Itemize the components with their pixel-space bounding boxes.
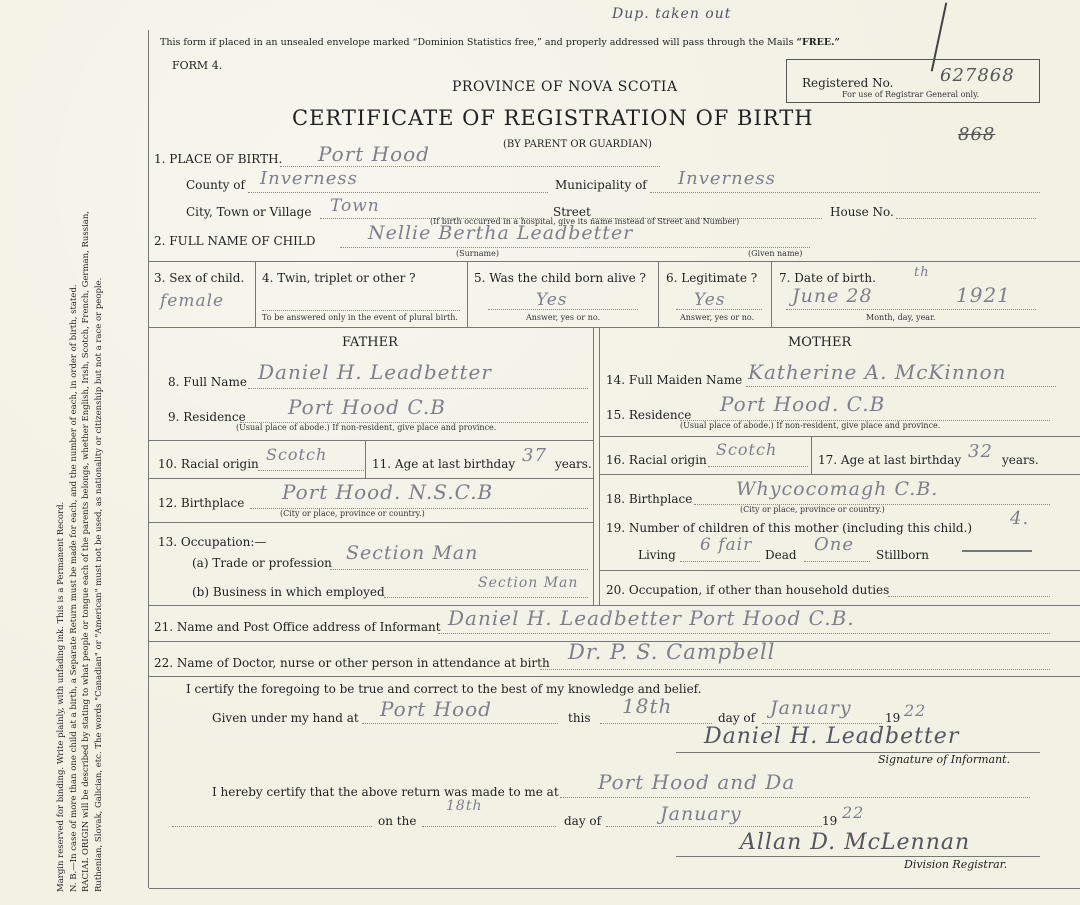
father-row-line3	[149, 522, 593, 523]
mother-living-value: 6 fair	[700, 535, 753, 555]
mother-age-value: 32	[968, 441, 993, 462]
registrar-on-value: 18th	[446, 798, 483, 814]
given-year-value: 22	[904, 701, 927, 720]
informant-signature: Daniel H. Leadbetter	[704, 724, 960, 749]
father-age-label: 11. Age at last birthday	[372, 457, 516, 471]
father-res-value: Port Hood C.B	[288, 395, 446, 419]
page-subtitle: (BY PARENT OR GUARDIAN)	[503, 139, 652, 150]
twin-line	[262, 310, 460, 311]
mother-occ-line	[888, 596, 1050, 597]
mother-children-label: 19. Number of children of this mother (including this child.)	[606, 521, 973, 535]
mother-name-line	[746, 386, 1056, 387]
father-bp-note: (City or place, province or country.)	[280, 509, 425, 518]
legit-label: 6. Legitimate ?	[666, 271, 758, 285]
mother-living-line	[680, 561, 760, 562]
bottom-border	[149, 888, 1080, 889]
registrar-signature-line	[676, 856, 1040, 857]
mother-racial-line	[708, 466, 808, 467]
father-res-note: (Usual place of abode.) If non-resident, give place and province.	[236, 423, 497, 432]
informant-signature-label: Signature of Informant.	[878, 753, 1011, 766]
mail-notice-free: “FREE.”	[796, 37, 840, 48]
informant-line	[438, 633, 1050, 634]
margin-line-2: N. B.—In case of more than one child at a birth, a Separate Return must be made for each, and the number of each, in order of birth, stated.	[68, 284, 79, 892]
father-bus-label: (b) Business in which employed	[192, 585, 385, 599]
house-line	[896, 218, 1036, 219]
this-line	[600, 723, 712, 724]
dob-line	[786, 309, 1036, 310]
father-years: years.	[555, 457, 592, 471]
mother-occ-label: 20. Occupation, if other than household duties	[606, 583, 890, 597]
registered-number: 627868	[940, 65, 1015, 86]
legit-value: Yes	[694, 290, 726, 310]
father-bp-value: Port Hood. N.S.C.B	[282, 480, 494, 504]
mother-row-line1	[600, 436, 1080, 437]
doctor-label: 22. Name of Doctor, nurse or other person in attendance at birth	[154, 656, 550, 670]
dob-th: th	[914, 265, 930, 280]
registrar-on-line	[422, 826, 556, 827]
county-line	[248, 192, 548, 193]
mother-living-label: Living	[638, 548, 676, 562]
registrar-dayof-label: day of	[564, 814, 602, 828]
father-racial-label: 10. Racial origin	[158, 457, 259, 471]
alive-value: Yes	[536, 290, 568, 310]
struck-number: 868	[958, 124, 996, 145]
father-bp-label: 12. Birthplace	[158, 496, 245, 510]
father-name-value: Daniel H. Leadbetter	[258, 360, 492, 384]
mother-res-note: (Usual place of abode.) If non-resident, give place and province.	[680, 421, 941, 430]
registered-label: Registered No.	[802, 76, 894, 90]
given-value: Port Hood	[380, 697, 492, 721]
alive-line	[488, 309, 638, 310]
mother-row-line2	[600, 474, 1080, 475]
mother-racial-label: 16. Racial origin	[606, 453, 707, 467]
mother-dead-line	[804, 561, 870, 562]
margin-line-1: Margin reserved for binding. Write plainly, with unfading ink. This is a Permanent Record.	[56, 501, 66, 892]
registrar-use-note: For use of Registrar General only.	[842, 90, 980, 99]
mother-res-value: Port Hood. C.B	[720, 392, 886, 416]
father-res-label: 9. Residence	[168, 410, 246, 424]
mail-notice	[160, 37, 840, 48]
mother-years: years.	[1002, 453, 1039, 467]
registrar-text: I hereby certify that the above return was made to me at	[212, 785, 559, 799]
legit-note: Answer, yes or no.	[680, 313, 755, 322]
father-heading: FATHER	[342, 335, 398, 350]
place-line	[280, 166, 660, 167]
doctor-bottom	[149, 676, 1080, 677]
father-occ-label: 13. Occupation:—	[158, 535, 267, 549]
given-name-note: (Given name)	[748, 249, 803, 258]
mother-name-value: Katherine A. McKinnon	[748, 360, 1007, 384]
twin-note: To be answered only in the event of plural birth.	[262, 313, 458, 322]
margin-line-3: RACIAL ORIGIN will be described by stating to what people or tongue each of the parents belongs, whether English, Irish, Scotch, French, German, Russian,	[81, 210, 91, 892]
given-year-prefix: 19	[885, 711, 901, 725]
father-racial-line	[258, 470, 364, 471]
place-label: 1. PLACE OF BIRTH.	[154, 152, 283, 166]
child-name-line	[340, 247, 810, 248]
city-label: City, Town or Village	[186, 205, 312, 219]
given-dayof-label: day of	[718, 711, 756, 725]
dob-value: June 28	[792, 285, 873, 307]
father-trade-line	[330, 569, 588, 570]
child-name-label: 2. FULL NAME OF CHILD	[154, 234, 316, 248]
place-value: Port Hood	[318, 142, 430, 166]
city-value: Town	[330, 196, 380, 216]
informant-label: 21. Name and Post Office address of Informant	[154, 620, 441, 634]
dob-label: 7. Date of birth.	[779, 271, 876, 285]
mother-racial-value: Scotch	[716, 440, 778, 459]
row3-div2	[467, 261, 468, 327]
mother-stillborn-label: Stillborn	[876, 548, 929, 562]
registrar-lead-line	[172, 826, 372, 827]
registrar-place-line	[560, 797, 1030, 798]
mother-bp-value: Whycocomagh C.B.	[736, 478, 939, 500]
mother-age-label: 17. Age at last birthday	[818, 453, 962, 467]
registrar-signature: Allan D. McLennan	[740, 830, 971, 855]
sex-value: female	[160, 291, 225, 311]
certify-text: I certify the foregoing to be true and correct to the best of my knowledge and belief.	[186, 682, 702, 696]
left-border	[148, 30, 149, 888]
father-bus-line	[384, 597, 588, 598]
given-line	[362, 723, 558, 724]
form-number: FORM 4.	[172, 59, 223, 72]
doctor-value: Dr. P. S. Campbell	[568, 640, 776, 664]
father-trade-value: Section Man	[346, 542, 479, 564]
hospital-note: (If birth occurred in a hospital, give its name instead of Street and Number)	[430, 217, 740, 226]
father-age-divider	[365, 440, 366, 478]
mother-dead-label: Dead	[765, 548, 797, 562]
informant-value: Daniel H. Leadbetter Port Hood C.B.	[448, 606, 855, 630]
mother-bp-label: 18. Birthplace	[606, 492, 693, 506]
mother-dead-value: One	[814, 534, 855, 555]
father-age-value: 37	[522, 445, 547, 466]
father-name-label: 8. Full Name	[168, 375, 247, 389]
dup-annotation: Dup. taken out	[612, 6, 732, 22]
county-value: Inverness	[260, 168, 358, 189]
registrar-dayof-value: January	[660, 803, 742, 825]
father-racial-value: Scotch	[266, 445, 328, 464]
parent-divider-2	[599, 327, 600, 605]
municipality-line	[650, 192, 1040, 193]
father-trade-label: (a) Trade or profession	[192, 556, 332, 570]
twin-label: 4. Twin, triplet or other ?	[262, 271, 416, 285]
row3-div4	[771, 261, 772, 327]
father-name-line	[248, 388, 588, 389]
sex-label: 3. Sex of child.	[154, 271, 245, 285]
margin-instructions	[55, 34, 115, 892]
municipality-label: Municipality of	[555, 178, 647, 192]
father-row-line2	[149, 478, 593, 479]
county-label: County of	[186, 178, 245, 192]
mother-children-value: 4.	[1010, 508, 1030, 529]
row3-bottom	[149, 327, 1080, 328]
given-label: Given under my hand at	[212, 711, 359, 725]
row3-top	[149, 261, 1080, 262]
registrar-signature-label: Division Registrar.	[904, 858, 1008, 871]
dob-note: Month, day, year.	[866, 313, 936, 322]
doctor-line	[540, 669, 1050, 670]
this-value: 18th	[622, 694, 673, 718]
registrar-on-label: on the	[378, 814, 417, 828]
child-name-value: Nellie Bertha Leadbetter	[368, 222, 634, 244]
mother-res-label: 15. Residence	[606, 408, 692, 422]
registrar-year-prefix: 19	[822, 814, 838, 828]
alive-note: Answer, yes or no.	[526, 313, 601, 322]
mother-name-label: 14. Full Maiden Name	[606, 373, 743, 387]
parent-divider	[593, 327, 594, 605]
stillborn-dash	[962, 550, 1032, 552]
mother-row-line3	[600, 570, 1080, 571]
margin-line-4: Ruthenian, Slovak, Galician, etc. The words "Canadian" or "American" must not be used, as nationality or citizenship but not a race or people.	[93, 277, 104, 892]
this-label: this	[568, 711, 591, 725]
province-heading: PROVINCE OF NOVA SCOTIA	[452, 79, 678, 95]
surname-note: (Surname)	[456, 249, 499, 258]
father-bus-value: Section Man	[478, 575, 579, 591]
father-row-line1	[149, 440, 593, 441]
row3-div3	[658, 261, 659, 327]
municipality-value: Inverness	[678, 168, 776, 189]
mother-age-divider	[811, 436, 812, 474]
registrar-year-value: 22	[842, 803, 865, 822]
legit-line	[676, 309, 762, 310]
mother-heading: MOTHER	[788, 335, 852, 350]
alive-label: 5. Was the child born alive ?	[474, 271, 646, 285]
mother-bp-note: (City or place, province or country.)	[740, 505, 885, 514]
dob-year: 1921	[956, 283, 1011, 307]
house-label: House No.	[830, 205, 894, 219]
given-dayof-value: January	[770, 697, 852, 719]
mail-notice-text: This form if placed in an unsealed envelope marked “Dominion Statistics free,” and properly addressed will pass through the Mails	[160, 37, 794, 48]
registrar-place: Port Hood and Da	[598, 770, 796, 794]
page-title: CERTIFICATE OF REGISTRATION OF BIRTH	[292, 106, 814, 130]
registrar-dayof-line	[606, 826, 822, 827]
row3-div1	[255, 261, 256, 327]
street-label: Street	[553, 205, 591, 219]
